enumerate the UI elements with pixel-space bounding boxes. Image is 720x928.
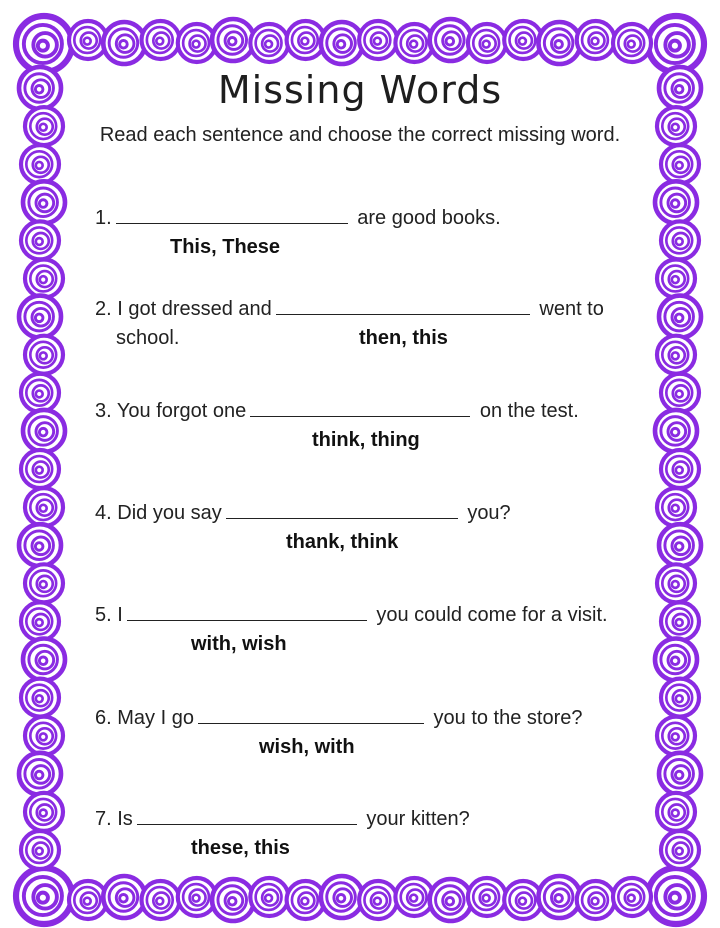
question-5 (95, 602, 608, 627)
swirl-icon (21, 450, 59, 488)
question-3 (95, 398, 579, 423)
swirl-icon (613, 24, 651, 62)
swirl-icon (21, 831, 59, 869)
question-text-after: you could come for a visit. (376, 604, 608, 626)
swirl-icon (657, 564, 695, 602)
question-number: 1. (95, 207, 112, 229)
question-text-after: are good books. (357, 207, 501, 229)
swirl-icon (321, 22, 363, 64)
swirl-icon (19, 296, 61, 338)
question-number: 3. (95, 400, 112, 422)
swirl-icon (661, 221, 699, 259)
swirl-icon (659, 524, 701, 566)
swirl-icon (659, 753, 701, 795)
word-choices: these, this (191, 837, 290, 859)
swirl-icon (19, 753, 61, 795)
swirl-icon (661, 679, 699, 717)
question-6 (95, 705, 583, 730)
question-text-after: you to the store? (433, 707, 583, 729)
word-choices: thank, think (286, 531, 399, 553)
word-choices: with, wish (191, 633, 287, 655)
question-text-before: I got dressed and (117, 298, 272, 320)
question-number: 7. (95, 808, 112, 830)
swirl-icon (103, 22, 145, 64)
swirl-icon (21, 602, 59, 640)
swirl-icon (359, 21, 397, 59)
question-number: 2. (95, 298, 112, 320)
swirl-icon (430, 879, 472, 921)
swirl-icon (250, 24, 288, 62)
swirl-icon (359, 881, 397, 919)
swirl-icon (648, 868, 704, 924)
swirl-icon (142, 881, 180, 919)
swirl-icon (21, 679, 59, 717)
swirl-icon (23, 639, 65, 681)
swirl-icon (538, 876, 580, 918)
swirl-icon (661, 602, 699, 640)
swirl-icon (657, 260, 695, 298)
instructions-text: Read each sentence and choose the correct missing word. (99, 124, 621, 146)
question-2 (95, 296, 604, 321)
question-number: 6. (95, 707, 112, 729)
word-choices: This, These (170, 236, 281, 258)
answer-blank (137, 806, 357, 825)
swirl-icon (21, 221, 59, 259)
swirl-icon (657, 717, 695, 755)
question-text-before: Is (117, 808, 133, 830)
question-text-after: your kitten? (366, 808, 470, 830)
question-number: 4. (95, 502, 112, 524)
swirl-icon (250, 878, 288, 916)
question-text-after: you? (467, 502, 511, 524)
swirl-icon (212, 19, 254, 61)
word-choices: wish, with (259, 736, 355, 758)
swirl-icon (25, 260, 63, 298)
swirl-icon (655, 639, 697, 681)
swirl-icon (21, 374, 59, 412)
answer-blank (250, 398, 470, 417)
swirl-icon (577, 881, 615, 919)
swirl-icon (25, 564, 63, 602)
word-choices: then, this (359, 327, 448, 349)
swirl-icon (655, 181, 697, 223)
swirl-icon (657, 793, 695, 831)
swirl-icon (21, 145, 59, 183)
swirl-icon (648, 16, 704, 72)
swirl-icon (23, 410, 65, 452)
word-choices: think, thing (312, 429, 420, 451)
question-7 (95, 806, 470, 831)
swirl-icon (212, 879, 254, 921)
swirl-icon (25, 793, 63, 831)
question-text-before: You forgot one (116, 400, 247, 422)
swirl-icon (659, 296, 701, 338)
swirl-icon (25, 488, 63, 526)
swirl-icon (468, 24, 506, 62)
question-text-before: I (117, 604, 123, 626)
answer-blank (276, 296, 530, 315)
swirl-icon (655, 410, 697, 452)
answer-blank (127, 602, 367, 621)
question-text-before: Did you say (117, 502, 222, 524)
swirl-icon (661, 831, 699, 869)
question-4 (95, 500, 511, 525)
worksheet-title: Missing Words (217, 68, 503, 112)
swirl-icon (430, 19, 472, 61)
swirl-icon (613, 878, 651, 916)
question-text-before: May I go (117, 707, 194, 729)
swirl-icon (16, 868, 72, 924)
swirl-icon (661, 145, 699, 183)
swirl-icon (19, 524, 61, 566)
swirl-icon (23, 181, 65, 223)
swirl-icon (657, 336, 695, 374)
swirl-icon (321, 876, 363, 918)
swirl-icon (657, 488, 695, 526)
question-text-after: on the test. (479, 400, 579, 422)
question-text-continuation: school. (116, 327, 180, 349)
swirl-icon (538, 22, 580, 64)
question-1 (95, 205, 501, 230)
swirl-icon (103, 876, 145, 918)
answer-blank (116, 205, 348, 224)
swirl-icon (16, 16, 72, 72)
question-number: 5. (95, 604, 112, 626)
answer-blank (198, 705, 424, 724)
swirl-icon (468, 878, 506, 916)
swirl-icon (142, 21, 180, 59)
swirl-icon (577, 21, 615, 59)
question-text-after: went to (539, 298, 604, 320)
answer-blank (226, 500, 458, 519)
swirl-icon (25, 336, 63, 374)
swirl-icon (661, 374, 699, 412)
swirl-icon (661, 450, 699, 488)
swirl-icon (25, 717, 63, 755)
